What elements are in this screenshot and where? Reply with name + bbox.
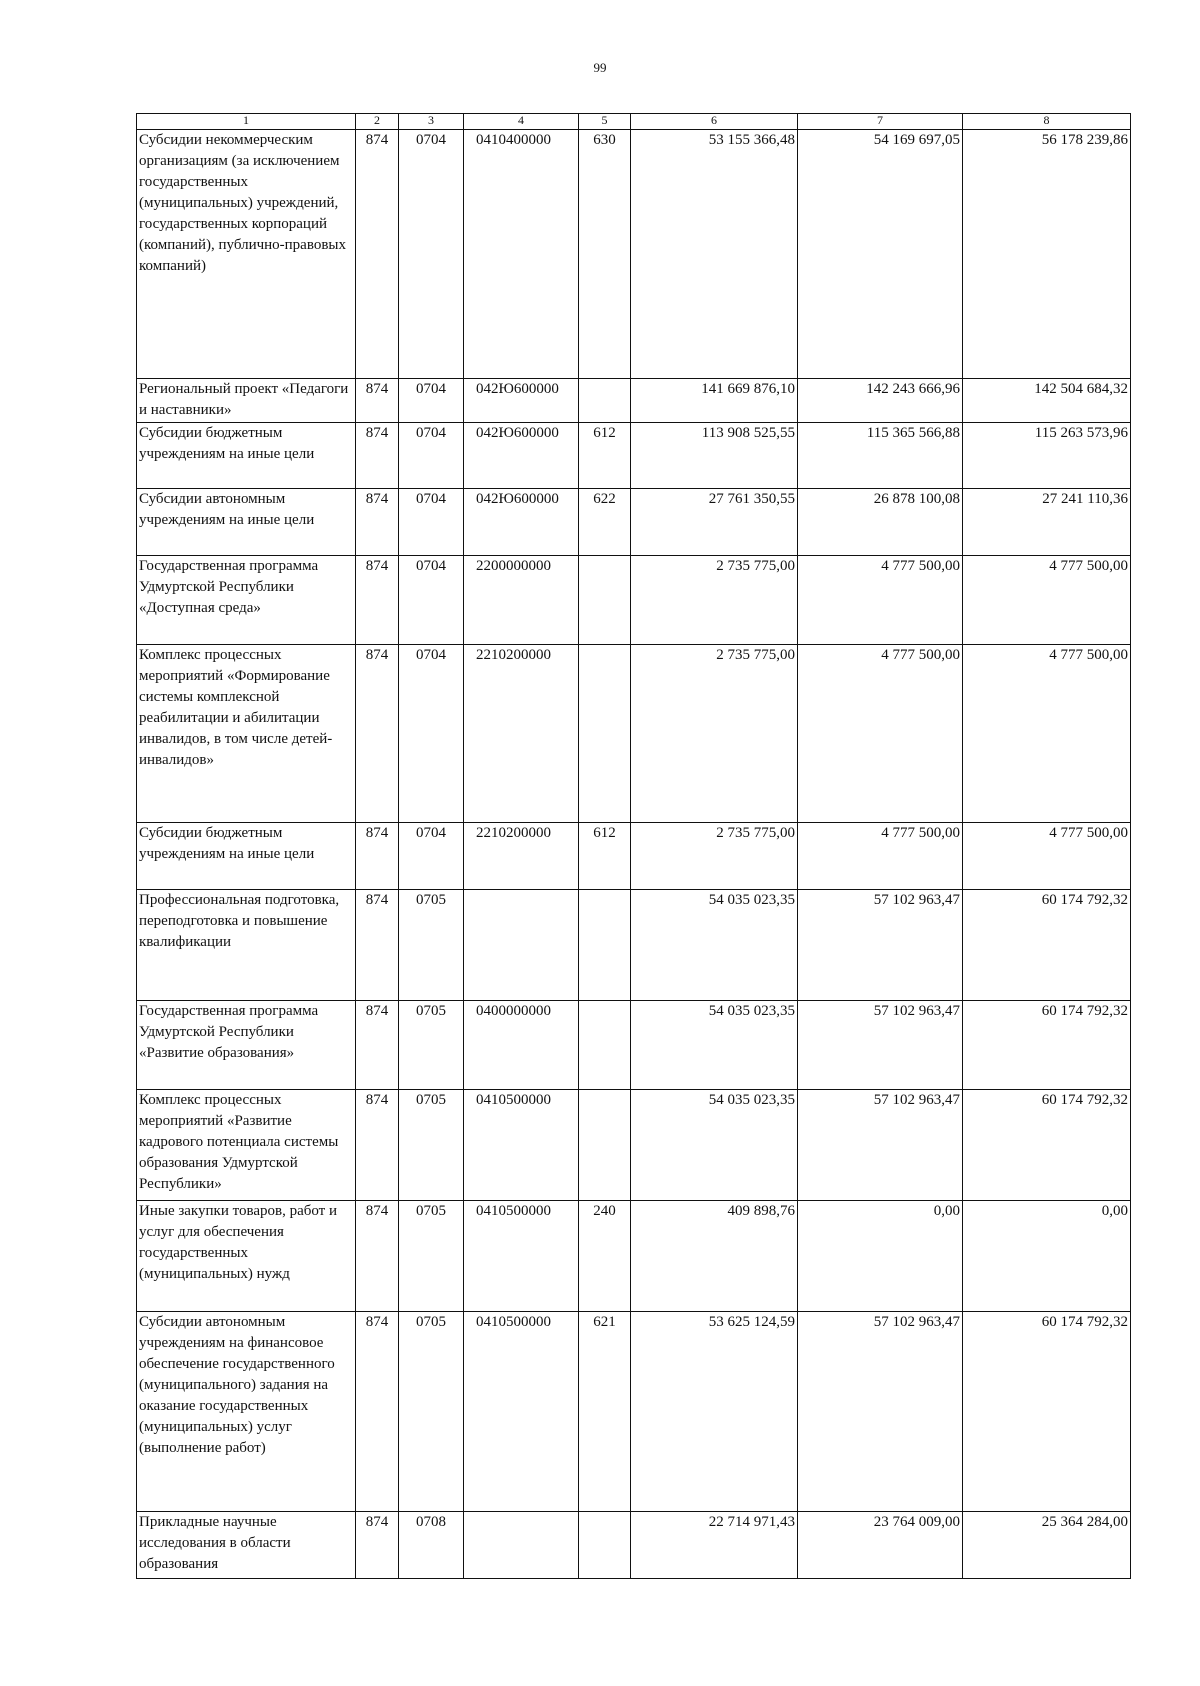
amount-col7-cell: 4 777 500,00 (798, 556, 963, 645)
target-article-cell: 2210200000 (464, 823, 579, 890)
table-row (137, 423, 1131, 489)
row-name-cell: Субсидии некоммерческим организациям (за исключением государственных (муниципальных) учреждений, государственных корпораций (компаний), публично-правовых компаний) (137, 130, 356, 379)
expense-type-cell (579, 556, 631, 645)
header-cell: 3 (399, 114, 464, 130)
target-article-cell: 0400000000 (464, 1001, 579, 1090)
target-article-cell: 0410500000 (464, 1201, 579, 1312)
amount-col6-cell: 27 761 350,55 (631, 489, 798, 556)
amount-col8-cell: 0,00 (963, 1201, 1131, 1312)
table-row (137, 130, 1131, 379)
section-code-cell: 0705 (399, 1090, 464, 1201)
expense-type-cell: 612 (579, 423, 631, 489)
section-code-cell: 0704 (399, 130, 464, 379)
section-code-cell: 0704 (399, 823, 464, 890)
target-article-cell: 042Ю600000 (464, 489, 579, 556)
amount-col8-cell: 27 241 110,36 (963, 489, 1131, 556)
header-cell: 4 (464, 114, 579, 130)
admin-code-cell: 874 (356, 379, 399, 423)
admin-code-cell: 874 (356, 1312, 399, 1512)
expense-type-cell: 621 (579, 1312, 631, 1512)
header-cell: 2 (356, 114, 399, 130)
row-name-cell: Прикладные научные исследования в области образования (137, 1512, 356, 1579)
row-name-cell: Государственная программа Удмуртской Республики «Развитие образования» (137, 1001, 356, 1090)
table-row (137, 1512, 1131, 1579)
header-cell: 7 (798, 114, 963, 130)
section-code-cell: 0705 (399, 1201, 464, 1312)
row-name-cell: Региональный проект «Педагоги и наставники» (137, 379, 356, 423)
expense-type-cell: 612 (579, 823, 631, 890)
expense-type-cell: 240 (579, 1201, 631, 1312)
amount-col8-cell: 60 174 792,32 (963, 1090, 1131, 1201)
admin-code-cell: 874 (356, 1090, 399, 1201)
admin-code-cell: 874 (356, 1512, 399, 1579)
amount-col7-cell: 23 764 009,00 (798, 1512, 963, 1579)
target-article-cell: 0410400000 (464, 130, 579, 379)
row-name-cell: Субсидии автономным учреждениям на финансовое обеспечение государственного (муниципального) задания на оказание государственных (муниципальных) услуг (выполнение работ) (137, 1312, 356, 1512)
amount-col7-cell: 0,00 (798, 1201, 963, 1312)
amount-col6-cell: 54 035 023,35 (631, 1090, 798, 1201)
budget-table (136, 113, 1131, 1579)
row-name-cell: Комплекс процессных мероприятий «Развитие кадрового потенциала системы образования Удмуртской Республики» (137, 1090, 356, 1201)
row-name-cell: Государственная программа Удмуртской Республики «Доступная среда» (137, 556, 356, 645)
header-row (137, 114, 1131, 130)
expense-type-cell (579, 1090, 631, 1201)
table-row (137, 1090, 1131, 1201)
amount-col7-cell: 54 169 697,05 (798, 130, 963, 379)
amount-col6-cell: 54 035 023,35 (631, 890, 798, 1001)
amount-col7-cell: 57 102 963,47 (798, 1312, 963, 1512)
target-article-cell: 2200000000 (464, 556, 579, 645)
amount-col6-cell: 22 714 971,43 (631, 1512, 798, 1579)
admin-code-cell: 874 (356, 890, 399, 1001)
amount-col6-cell: 409 898,76 (631, 1201, 798, 1312)
amount-col6-cell: 113 908 525,55 (631, 423, 798, 489)
expense-type-cell: 622 (579, 489, 631, 556)
expense-type-cell (579, 890, 631, 1001)
row-name-cell: Профессиональная подготовка, переподготовка и повышение квалификации (137, 890, 356, 1001)
amount-col6-cell: 2 735 775,00 (631, 556, 798, 645)
amount-col6-cell: 53 155 366,48 (631, 130, 798, 379)
amount-col6-cell: 2 735 775,00 (631, 823, 798, 890)
admin-code-cell: 874 (356, 423, 399, 489)
section-code-cell: 0704 (399, 556, 464, 645)
amount-col7-cell: 142 243 666,96 (798, 379, 963, 423)
amount-col8-cell: 60 174 792,32 (963, 1312, 1131, 1512)
amount-col8-cell: 60 174 792,32 (963, 1001, 1131, 1090)
section-code-cell: 0704 (399, 645, 464, 823)
amount-col8-cell: 4 777 500,00 (963, 645, 1131, 823)
amount-col7-cell: 57 102 963,47 (798, 890, 963, 1001)
row-name-cell: Субсидии бюджетным учреждениям на иные цели (137, 423, 356, 489)
admin-code-cell: 874 (356, 1001, 399, 1090)
target-article-cell (464, 1512, 579, 1579)
admin-code-cell: 874 (356, 130, 399, 379)
table-row (137, 890, 1131, 1001)
target-article-cell: 2210200000 (464, 645, 579, 823)
amount-col6-cell: 141 669 876,10 (631, 379, 798, 423)
expense-type-cell (579, 1001, 631, 1090)
expense-type-cell (579, 379, 631, 423)
amount-col6-cell: 2 735 775,00 (631, 645, 798, 823)
amount-col8-cell: 4 777 500,00 (963, 556, 1131, 645)
admin-code-cell: 874 (356, 1201, 399, 1312)
section-code-cell: 0704 (399, 423, 464, 489)
admin-code-cell: 874 (356, 556, 399, 645)
amount-col7-cell: 26 878 100,08 (798, 489, 963, 556)
page-number: 99 (593, 60, 607, 75)
table-row (137, 1201, 1131, 1312)
header-cell: 8 (963, 114, 1131, 130)
target-article-cell: 042Ю600000 (464, 379, 579, 423)
row-name-cell: Субсидии бюджетным учреждениям на иные цели (137, 823, 356, 890)
header-cell: 5 (579, 114, 631, 130)
table-row (137, 379, 1131, 423)
row-name-cell: Иные закупки товаров, работ и услуг для обеспечения государственных (муниципальных) нужд (137, 1201, 356, 1312)
table-row (137, 556, 1131, 645)
amount-col8-cell: 115 263 573,96 (963, 423, 1131, 489)
amount-col8-cell: 25 364 284,00 (963, 1512, 1131, 1579)
amount-col6-cell: 54 035 023,35 (631, 1001, 798, 1090)
section-code-cell: 0704 (399, 379, 464, 423)
admin-code-cell: 874 (356, 489, 399, 556)
row-name-cell: Комплекс процессных мероприятий «Формирование системы комплексной реабилитации и абилитации инвалидов, в том числе детей-инвалидов» (137, 645, 356, 823)
header-cell: 6 (631, 114, 798, 130)
table-row (137, 489, 1131, 556)
amount-col7-cell: 57 102 963,47 (798, 1001, 963, 1090)
target-article-cell (464, 890, 579, 1001)
amount-col8-cell: 56 178 239,86 (963, 130, 1131, 379)
section-code-cell: 0705 (399, 890, 464, 1001)
row-name-cell: Субсидии автономным учреждениям на иные цели (137, 489, 356, 556)
expense-type-cell: 630 (579, 130, 631, 379)
section-code-cell: 0708 (399, 1512, 464, 1579)
amount-col8-cell: 4 777 500,00 (963, 823, 1131, 890)
admin-code-cell: 874 (356, 645, 399, 823)
target-article-cell: 0410500000 (464, 1090, 579, 1201)
amount-col8-cell: 142 504 684,32 (963, 379, 1131, 423)
table-row (137, 823, 1131, 890)
amount-col7-cell: 115 365 566,88 (798, 423, 963, 489)
table-row (137, 1312, 1131, 1512)
target-article-cell: 042Ю600000 (464, 423, 579, 489)
admin-code-cell: 874 (356, 823, 399, 890)
target-article-cell: 0410500000 (464, 1312, 579, 1512)
section-code-cell: 0704 (399, 489, 464, 556)
expense-type-cell (579, 1512, 631, 1579)
amount-col7-cell: 4 777 500,00 (798, 645, 963, 823)
header-cell: 1 (137, 114, 356, 130)
amount-col6-cell: 53 625 124,59 (631, 1312, 798, 1512)
section-code-cell: 0705 (399, 1312, 464, 1512)
table-row (137, 645, 1131, 823)
table-row (137, 1001, 1131, 1090)
amount-col7-cell: 57 102 963,47 (798, 1090, 963, 1201)
amount-col7-cell: 4 777 500,00 (798, 823, 963, 890)
amount-col8-cell: 60 174 792,32 (963, 890, 1131, 1001)
section-code-cell: 0705 (399, 1001, 464, 1090)
expense-type-cell (579, 645, 631, 823)
